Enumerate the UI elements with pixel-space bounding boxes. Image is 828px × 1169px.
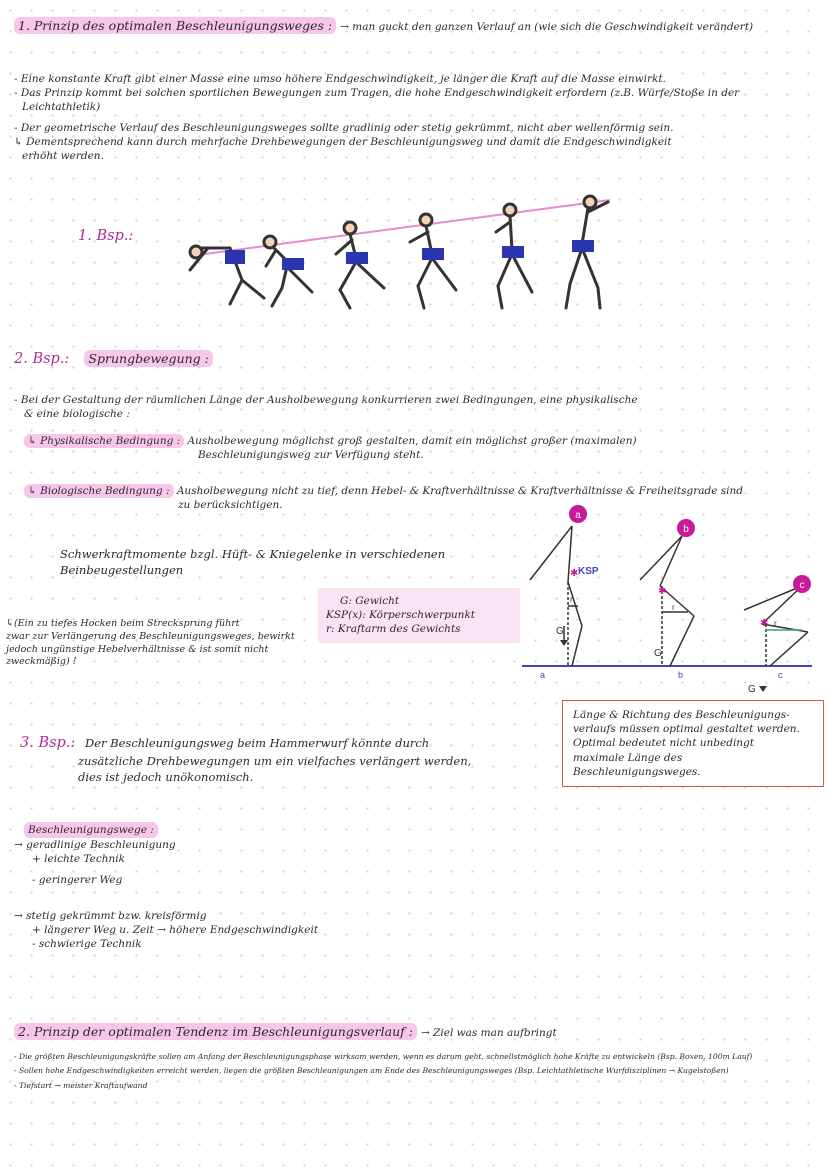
figure-a-g-arrowhead [560, 640, 568, 646]
section4-bullet: - Die größten Beschleunigungskräfte sollen am Anfang der Beschleunigungsphase wirksam werden, wenn es darum geht, schnellstmöglich hohe Kräfte zu entwickeln (Bsp. Boxen, 100m Lauf) [14, 1052, 753, 1061]
note-line: Länge & Richtung des Beschleunigungs- [573, 709, 790, 721]
example3-line: Der Beschleunigungsweg beim Hammerwurf könnte durch [84, 736, 430, 750]
athlete-4 [410, 214, 456, 308]
note-line: Optimal bedeutet nicht unbedingt [573, 737, 755, 750]
figure-c-ksp-icon: ✱ [760, 618, 769, 629]
figure-c-g-label: G [748, 684, 756, 695]
shot-put-sequence-figure [170, 188, 620, 318]
section4-subtitle: → Ziel was man aufbringt [420, 1027, 557, 1039]
figure-c-g-arrowhead [759, 686, 767, 692]
acceleration-path-line [190, 200, 610, 256]
biological-condition-text: Ausholbewegung nicht zu tief, denn Hebel- & Kraftverhältnisse & Kraftverhältnisse & Freiheitsgrade sind [176, 485, 744, 497]
gravity-moments-line: Schwerkraftmomente bzgl. Hüft- & Kniegelenke in verschiedenen [60, 547, 446, 561]
curved-path-title: → stetig gekrümmt bzw. kreisförmig [14, 909, 207, 922]
figure-a-marker-label: a [575, 510, 581, 521]
legend-box [318, 588, 520, 643]
physical-condition [24, 434, 814, 462]
physical-condition-label: ↳ Physikalische Bedingung : [24, 434, 184, 448]
legend-r: r: Kraftarm des Gewichts [326, 623, 461, 636]
straight-path-title: → geradlinige Beschleunigung [14, 839, 176, 852]
section1-bullets [14, 72, 814, 163]
section1-bullet: - Der geometrische Verlauf des Beschleunigungsweges sollte gradlinig oder stetig gekrümmt, nicht aber wellenförmig sein. [14, 121, 674, 134]
straight-path-con: - geringerer Weg [32, 873, 123, 886]
athlete-5-shorts [502, 246, 524, 258]
legend-ksp: KSP(x): Körperschwerpunkt [326, 609, 476, 622]
section1-bullet: ↳ Dementsprechend kann durch mehrfache Drehbewegungen der Beschleunigungsweg und damit die Endgeschwindigkeit [14, 135, 672, 148]
figure-b-r-label: r [672, 603, 675, 612]
gravity-moments-line: Beinbeugestellungen [60, 563, 184, 578]
section4-bullets [14, 1050, 820, 1093]
figure-c-r-label: r [774, 619, 777, 628]
example1-label: 1. Bsp.: [78, 228, 134, 244]
athlete-3-shorts [346, 252, 368, 264]
gravity-moments-note [60, 546, 500, 578]
example2-title: Sprungbewegung : [84, 350, 212, 367]
curved-path-con: - schwierige Technik [32, 938, 142, 951]
figure-c-ground-label: c [778, 670, 783, 680]
figure-a-ground-label: a [540, 670, 546, 680]
figure-b [640, 536, 694, 666]
section2-intro-line: & eine biologische : [24, 408, 130, 421]
example2-label: 2. Bsp.: [14, 351, 70, 367]
figure-a-r-label: r [570, 595, 573, 604]
straight-path-pro: + leichte Technik [32, 853, 126, 866]
figure-b-ksp-icon: ✱ [658, 586, 667, 597]
squat-depth-diagram [512, 502, 818, 698]
section1-subtitle: → man guckt den ganzen Verlauf an (wie sich die Geschwindigkeit verändert) [340, 21, 754, 33]
section1-bullet: - Eine konstante Kraft gibt einer Masse eine umso höhere Endgeschwindigkeit, je länger die Kraft auf die Masse einwirkt. [14, 73, 666, 85]
example2-header [14, 348, 213, 367]
example3-label: 3. Bsp.: [20, 735, 76, 751]
curved-path-pro: + längerer Weg u. Zeit → höhere Endgeschwindigkeit [32, 923, 319, 936]
example3 [20, 733, 520, 785]
example3-line: dies ist jedoch unökonomisch. [78, 770, 254, 785]
athlete-1-shorts [225, 250, 245, 264]
legend-g: G: Gewicht [340, 595, 400, 607]
squat-conclusion-line: zwar zur Verlängerung des Beschleunigungsweges, bewirkt [6, 630, 295, 642]
acceleration-paths-title: Beschleunigungswege : [24, 822, 158, 838]
figure-b-marker-label: b [683, 524, 689, 535]
figure-b-g-label: G [654, 648, 662, 659]
section4-bullet: - Tiefstart → meister Kraftaufwand [14, 1080, 148, 1090]
athlete-2-shorts [282, 258, 304, 270]
figure-c-marker-label: c [799, 580, 805, 591]
squat-conclusion-line: zweckmäßig) ! [6, 656, 77, 668]
section1-bullet: erhöht werden. [22, 149, 104, 162]
optimal-length-note-box [562, 700, 824, 787]
squat-conclusion-line: ↳(Ein zu tiefes Hocken beim Strecksprung führt [6, 618, 240, 629]
biological-condition-label: ↳ Biologische Bedingung : [24, 484, 174, 498]
section4-header [14, 1024, 557, 1040]
athlete-6-shorts [572, 240, 594, 252]
ksp-star-icon: ✱ [570, 568, 579, 579]
figure-a [530, 526, 582, 666]
section2-intro [14, 393, 814, 421]
biological-condition-text: zu berücksichtigen. [178, 499, 283, 512]
section1-title: 1. Prinzip des optimalen Beschleunigungsweges : [14, 17, 336, 34]
note-line: verlaufs müssen optimal gestaltet werden. [573, 723, 800, 736]
squat-conclusion-line: jedoch ungünstige Hebelverhältnisse & ist somit nicht [6, 643, 269, 655]
ksp-label: KSP [578, 566, 599, 577]
section1-bullet: - Das Prinzip kommt bei solchen sportlichen Bewegungen zum Tragen, die hohe Endgeschwindigkeit erfordern (z.B. Würfe/Stoße in der [14, 87, 740, 100]
section4-bullet: - Sollen hohe Endgeschwindigkeiten erreicht werden, liegen die größten Beschleunigungen am Ende des Beschleunigungsweges (Bsp. Leichtathletische Wurfdisziplinen → Kugelstoßen) [14, 1066, 729, 1076]
athlete-2 [264, 236, 312, 306]
section1-bullet: Leichtathletik) [22, 101, 101, 114]
section1-header [14, 18, 753, 34]
athlete-4-shorts [422, 248, 444, 260]
physical-condition-text: Ausholbewegung möglichst groß gestalten, damit ein möglichst großer (maximalen) [187, 435, 637, 447]
section4-title: 2. Prinzip der optimalen Tendenz im Beschleunigungsverlauf : [14, 1023, 417, 1040]
acceleration-paths [14, 822, 514, 951]
example3-line: zusätzliche Drehbewegungen um ein vielfaches verlängert werden, [78, 754, 472, 769]
figure-a-g-label: G [556, 626, 564, 637]
section2-intro-line: - Bei der Gestaltung der räumlichen Länge der Ausholbewegung konkurrieren zwei Bedingungen, eine physikalische [14, 394, 638, 406]
note-line: maximale Länge des Beschleunigungsweges. [573, 751, 701, 778]
figure-b-ground-label: b [678, 670, 684, 680]
physical-condition-text: Beschleunigungsweg zur Verfügung steht. [198, 449, 424, 462]
squat-conclusion [6, 618, 326, 669]
